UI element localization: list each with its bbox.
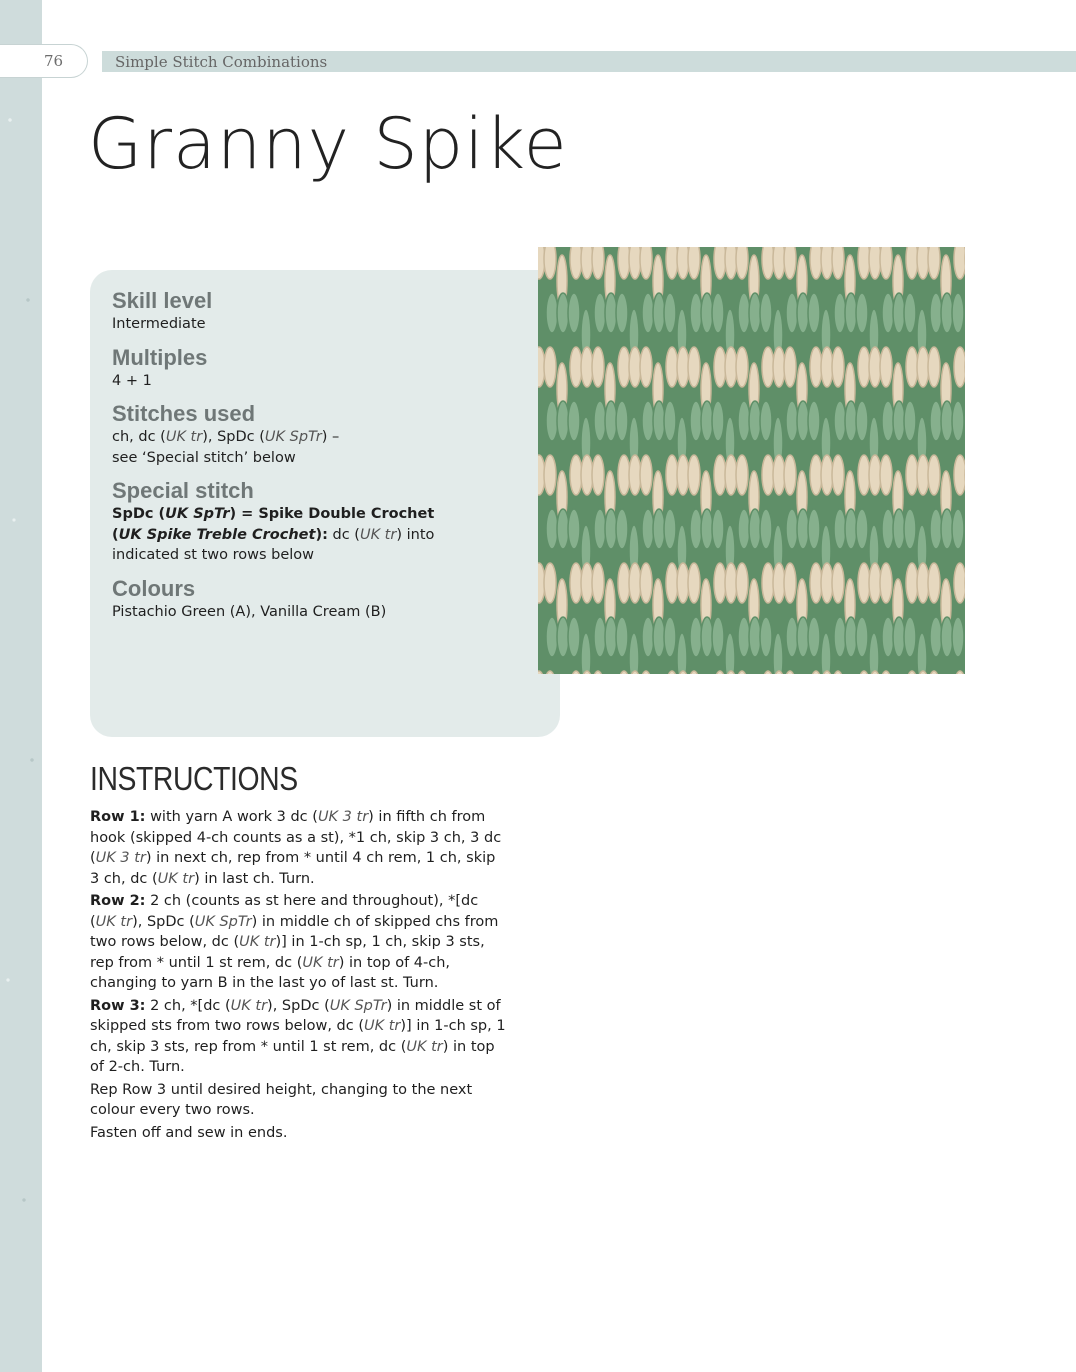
stitches-used-section xyxy=(112,401,538,468)
skill-level-section xyxy=(112,288,538,335)
crochet-swatch-photo xyxy=(538,247,965,674)
row-3-instruction: Row 3: 2 ch, *[dc (UK tr), SpDc (UK SpTr) in middle st of skipped sts from two rows below, dc (UK tr)] in 1-ch sp, 1 ch, skip 3 sts, rep from * until 1 st rem, dc (UK tr) in top of 2-ch. Turn. xyxy=(90,997,506,1075)
multiples-heading: Multiples xyxy=(112,344,208,370)
instructions-body xyxy=(90,807,508,1145)
swatch-illustration xyxy=(538,247,965,674)
fasten-off-instruction: Fasten off and sew in ends. xyxy=(90,1124,288,1141)
skill-level-heading: Skill level xyxy=(112,288,213,313)
row-1-instruction: Row 1: with yarn A work 3 dc (UK 3 tr) in fifth ch from hook (skipped 4-ch counts as a st), *1 ch, skip 3 ch, 3 dc (UK 3 tr) in next ch, rep from * until 4 ch rem, 1 ch, skip 3 ch, dc (UK tr) in last ch. Turn. xyxy=(90,809,502,887)
pattern-info-box xyxy=(90,270,560,737)
repeat-instruction: Rep Row 3 until desired height, changing to the next colour every two rows. xyxy=(90,1081,473,1118)
skill-level-value: Intermediate xyxy=(112,316,206,332)
page-title: Granny Spike xyxy=(88,103,568,185)
instructions-heading: INSTRUCTIONS xyxy=(90,760,298,797)
row-2-instruction: Row 2: 2 ch (counts as st here and throughout), *[dc (UK tr), SpDc (UK SpTr) in middle ch of skipped chs from two rows below, dc (UK tr)] in 1-ch sp, 1 ch, skip 3 sts, rep from * until 1 st rem, dc (UK tr) in top of 4-ch, changing to yarn B in the last yo of last st. Turn. xyxy=(90,893,499,991)
colours-value: Pistachio Green (A), Vanilla Cream (B) xyxy=(112,603,387,620)
special-stitch-heading: Special stitch xyxy=(112,478,254,503)
stitches-used-value: ch, dc (UK tr), SpDc (UK SpTr) – see ‘Special stitch’ below xyxy=(112,429,340,466)
stitches-used-heading: Stitches used xyxy=(112,401,256,426)
colours-section xyxy=(112,576,538,623)
decorative-side-strip xyxy=(0,0,42,1372)
multiples-section xyxy=(112,345,538,392)
page-number: 76 xyxy=(0,44,88,78)
multiples-value: 4 + 1 xyxy=(112,372,152,389)
special-stitch-section xyxy=(112,478,538,566)
running-header: Simple Stitch Combinations xyxy=(102,51,1076,72)
colours-heading: Colours xyxy=(112,575,196,601)
special-stitch-value: SpDc (UK SpTr) = Spike Double Crochet (UK Spike Treble Crochet): dc (UK tr) into indicated st two rows below xyxy=(112,506,435,563)
